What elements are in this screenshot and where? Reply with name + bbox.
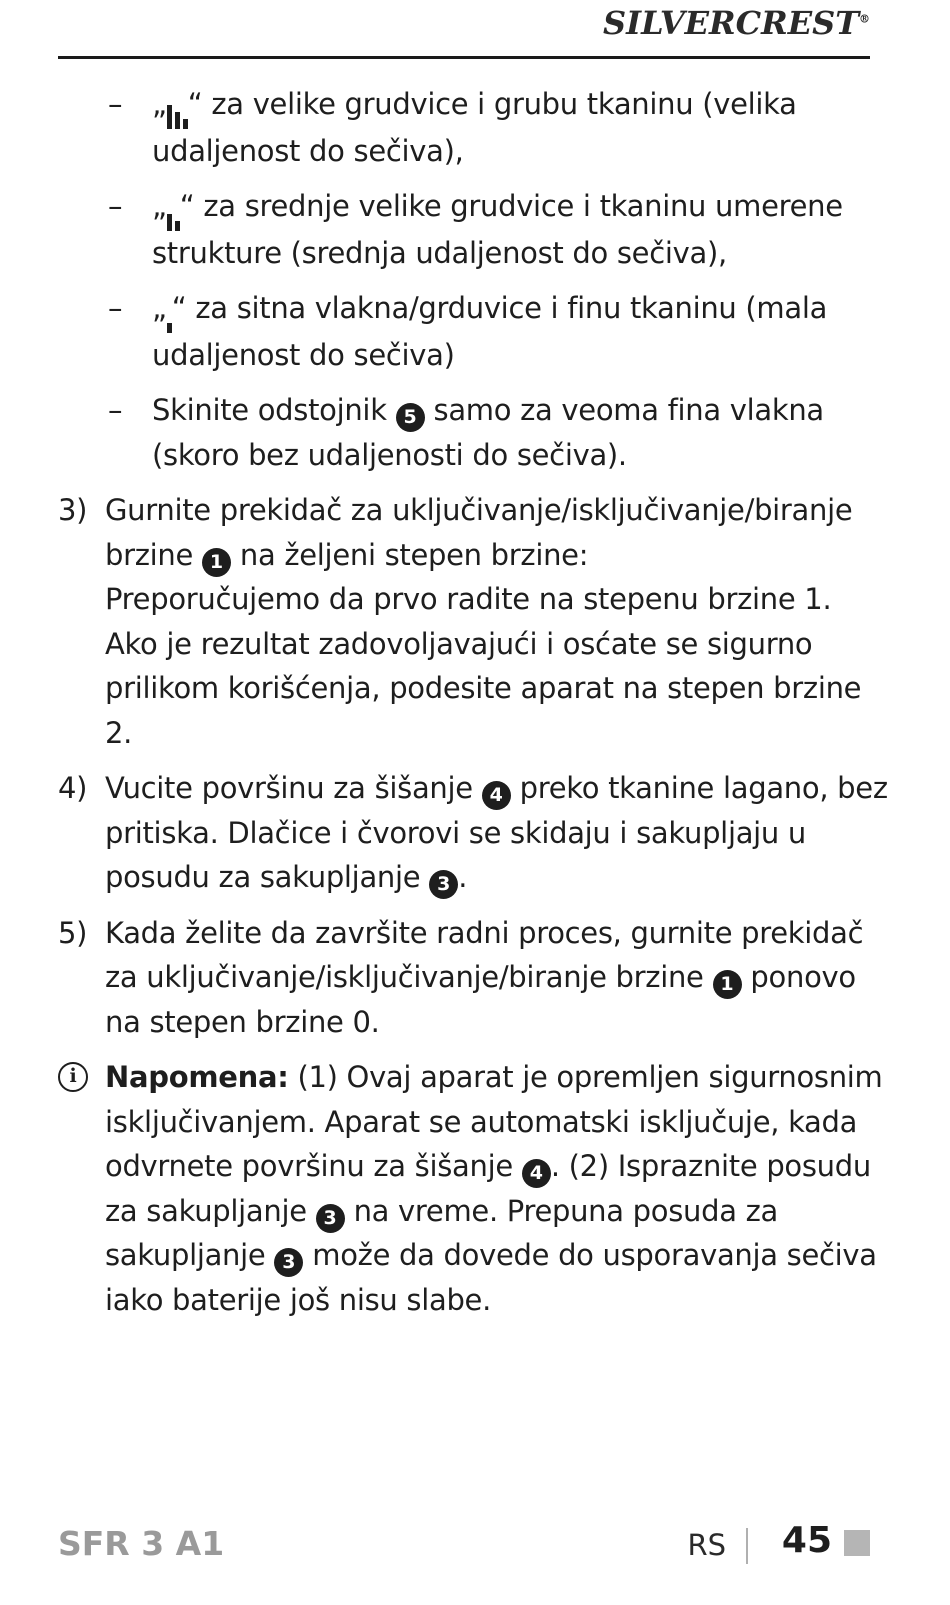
dash-marker: –: [108, 87, 123, 121]
dash-marker: –: [108, 291, 123, 325]
list-item: – „ “ za sitna vlakna/grduvice i finu tkaninu (mala udaljenost do sečiva): [58, 286, 888, 377]
page-content: [58, 82, 888, 1322]
number-badge-icon: 5: [396, 403, 425, 432]
page-marker-square: [844, 1530, 870, 1556]
step-item: 4) Vucite površinu za šišanje 4 preko tkanine lagano, bez pritiska. Dlačice i čvorovi se skidaju i sakupljaju u posudu za sakupljanje 3 .: [58, 766, 888, 900]
bars-3-icon: [167, 84, 188, 129]
page-footer: [58, 1520, 870, 1570]
list-item-text: za velike grudvice i grubu tkaninu (velika udaljenost do sečiva),: [152, 87, 797, 168]
step-text: Preporučujemo da prvo radite na stepenu brzine 1. Ako je rezultat zadovoljavajući i osćate se sigurno prilikom korišćenja, podesite aparat na stepen brzine 2.: [105, 582, 862, 750]
number-badge-icon: 4: [482, 781, 511, 810]
list-item-text: za sitna vlakna/grduvice i finu tkaninu (mala udaljenost do sečiva): [152, 291, 828, 372]
footer-divider: [746, 1528, 748, 1564]
page-number: 45: [781, 1520, 832, 1561]
note-label: Napomena:: [105, 1060, 289, 1094]
number-badge-icon: 3: [274, 1248, 303, 1277]
number-badge-icon: 4: [522, 1159, 551, 1188]
list-item-text: za srednje velike grudvice i tkaninu umerene strukture (srednja udaljenost do sečiva),: [152, 189, 843, 270]
list-item: – Skinite odstojnik 5 samo za veoma fina vlakna (skoro bez udaljenosti do sečiva).: [58, 388, 888, 477]
dash-marker: –: [108, 393, 123, 427]
dash-marker: –: [108, 189, 123, 223]
step-number: 4): [58, 771, 88, 805]
brand-logo: SILVERCREST®: [603, 4, 870, 42]
step-number: 5): [58, 915, 88, 950]
list-item: – „ “ za srednje velike grudvice i tkaninu umerene strukture (srednja udaljenost do sečiva),: [58, 184, 888, 275]
language-code: RS: [687, 1528, 726, 1562]
step-item: 3) Gurnite prekidač za uključivanje/isključivanje/biranje brzine 1 na željeni stepen brzine: Preporučujemo da prvo radite na stepenu brzine 1. Ako je rezultat zadovoljavajući i osćate se sigurno prilikom korišćenja, podesite aparat na stepen brzine 2.: [58, 488, 888, 755]
model-number: SFR 3 A1: [58, 1524, 225, 1563]
number-badge-icon: 3: [429, 870, 458, 899]
step-item: 5) Kada želite da završite radni proces, gurnite prekidač za uključivanje/isključivanje/biranje brzine 1 ponovo na stepen brzine 0.: [58, 911, 888, 1045]
number-badge-icon: 3: [316, 1204, 345, 1233]
list-item: – „ “ za velike grudvice i grubu tkaninu (velika udaljenost do sečiva),: [58, 82, 888, 173]
bars-2-icon: [167, 186, 180, 231]
note-block: i Napomena: (1) Ovaj aparat je opremljen sigurnosnim isključivanjem. Aparat se automatski isključuje, kada odvrnete površinu za šišanje 4 . (2) Ispraznite posudu za sakupljanje 3 na vreme. Prepuna posuda za sakupljanje 3 može da dovede do usporavanja sečiva iako baterije još nisu slabe.: [58, 1055, 888, 1322]
info-icon: i: [58, 1062, 88, 1092]
step-number: 3): [58, 493, 88, 527]
number-badge-icon: 1: [713, 970, 742, 999]
page-header: [58, 0, 870, 59]
number-badge-icon: 1: [202, 548, 231, 577]
